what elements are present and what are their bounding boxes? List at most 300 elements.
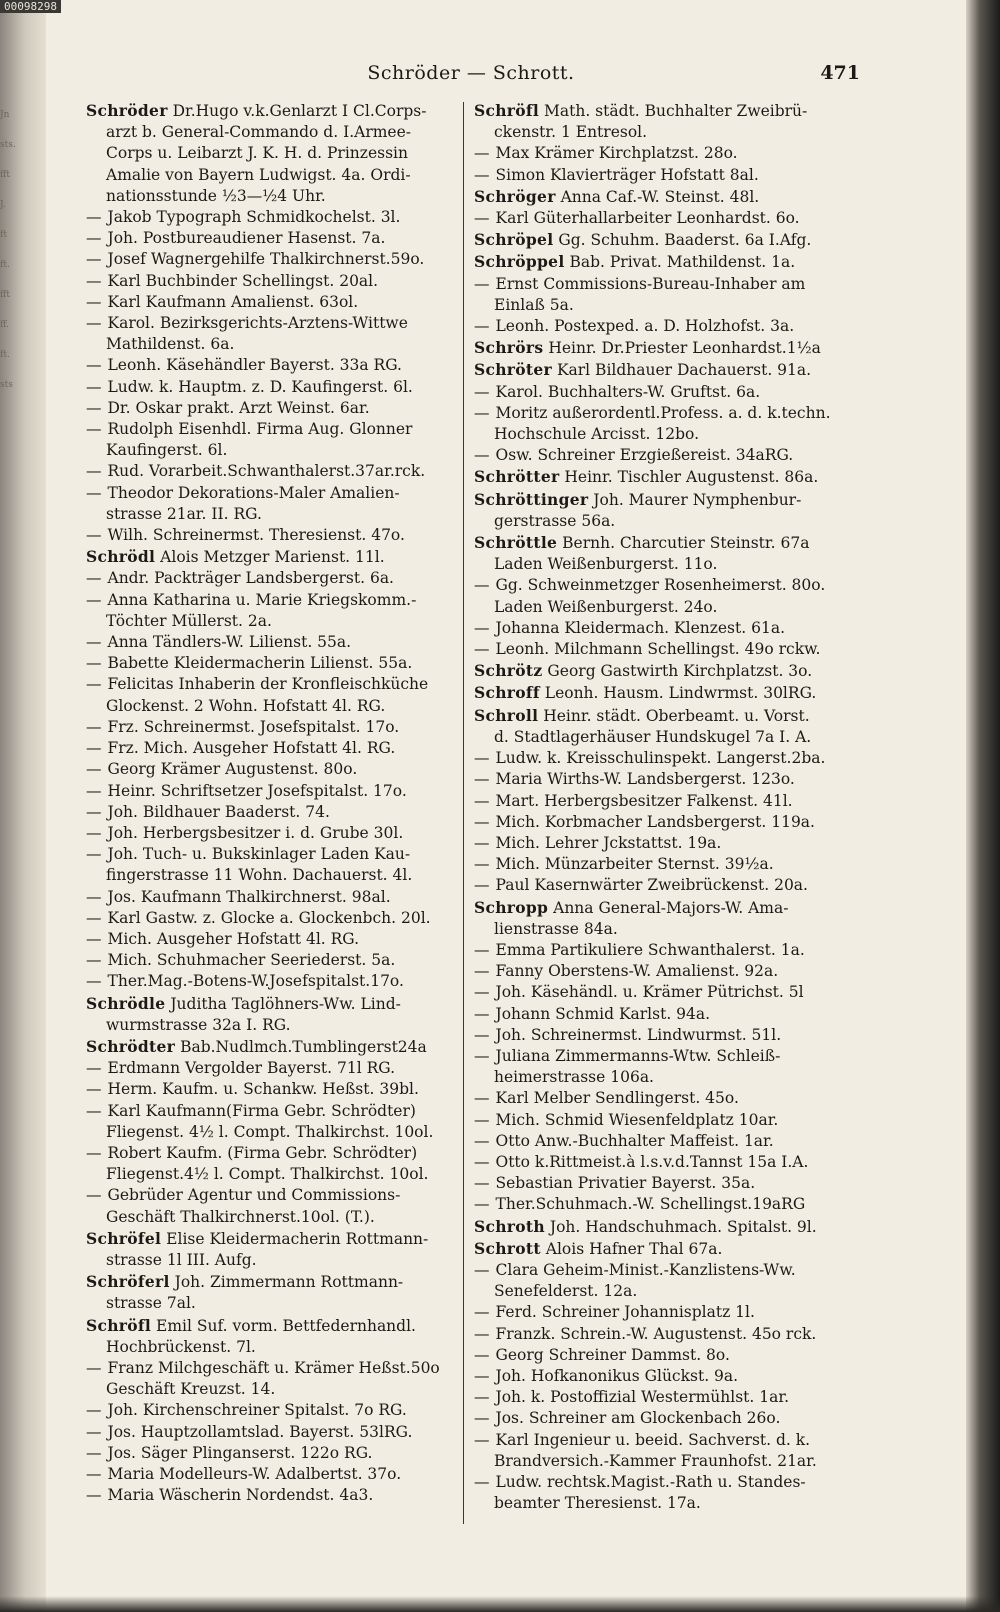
entry-text: Geschäft Kreuzst. 14. xyxy=(106,1380,276,1399)
ditto-dash: — xyxy=(474,1110,490,1129)
directory-entry xyxy=(474,1345,854,1366)
directory-entry xyxy=(474,1472,854,1493)
entry-text: Laden Weißenburgerst. 11o. xyxy=(494,555,718,574)
directory-entry xyxy=(474,337,854,359)
directory-entry xyxy=(474,639,854,660)
entry-text: Geschäft Thalkirchnerst.10ol. (T.). xyxy=(106,1207,375,1226)
directory-entry xyxy=(474,511,854,532)
margin-fragment: fft xyxy=(0,170,11,180)
entry-text: Corps u. Leibarzt J. K. H. d. Prinzessin xyxy=(106,144,408,163)
ditto-dash: — xyxy=(474,1345,490,1364)
directory-entry xyxy=(86,1485,466,1506)
ditto-dash: — xyxy=(86,590,102,609)
entry-text: Jos. Säger Plinganserst. 122o RG. xyxy=(107,1443,373,1462)
surname: Schrott xyxy=(474,1238,541,1258)
entry-text: Mich. Schmid Wiesenfeldplatz 10ar. xyxy=(495,1110,779,1129)
entry-text: Math. städt. Buchhalter Zweibrü- xyxy=(544,102,808,120)
directory-entry xyxy=(86,440,466,461)
margin-fragment: ft. xyxy=(0,350,10,360)
entry-text: Ther.Schuhmach.-W. Schellingst.19aRG xyxy=(495,1195,806,1214)
surname: Schroff xyxy=(474,683,540,703)
ditto-dash: — xyxy=(474,274,490,293)
entry-text: Leonh. Postexped. a. D. Holzhofst. 3a. xyxy=(495,317,795,336)
directory-entry xyxy=(474,489,854,511)
entry-text: Babette Kleidermacherin Lilienst. 55a. xyxy=(107,654,413,673)
directory-entry xyxy=(86,1207,466,1228)
directory-entry xyxy=(474,727,854,748)
ditto-dash: — xyxy=(86,951,102,970)
ditto-dash: — xyxy=(474,1388,490,1407)
entry-text: Anna General-Majors-W. Ama- xyxy=(553,898,789,917)
entry-text: Joh. k. Postoffizial Westermühlst. 1ar. xyxy=(495,1388,789,1407)
directory-entry xyxy=(86,461,466,482)
entry-text: Heinr. städt. Oberbeamt. u. Vorst. xyxy=(543,706,810,725)
ditto-dash: — xyxy=(86,1186,102,1205)
ditto-dash: — xyxy=(86,292,102,311)
directory-entry xyxy=(474,445,854,466)
entry-text: Gebrüder Agentur und Commissions- xyxy=(107,1186,401,1205)
directory-entry xyxy=(86,207,466,228)
surname: Schröger xyxy=(474,186,556,206)
directory-entry xyxy=(474,186,854,208)
entry-text: Hochbrückenst. 7l. xyxy=(106,1337,256,1356)
ditto-dash: — xyxy=(86,1143,102,1162)
directory-entry xyxy=(474,919,854,940)
surname: Schrödle xyxy=(86,993,166,1013)
entry-text: Mart. Herbergsbesitzer Falkenst. 41l. xyxy=(495,791,793,810)
entry-text: Rudolph Eisenhdl. Firma Aug. Glonner xyxy=(107,420,413,439)
entry-text: Anna Katharina u. Marie Kriegskomm.- xyxy=(107,590,417,609)
directory-entry xyxy=(474,295,854,316)
entry-text: Hochschule Arcisst. 12bo. xyxy=(494,425,700,444)
entry-text: Jos. Hauptzollamtslad. Bayerst. 53lRG. xyxy=(107,1422,413,1441)
surname: Schröferl xyxy=(86,1272,170,1292)
directory-entry xyxy=(474,791,854,812)
entry-text: Karol. Bezirksgerichts-Arztens-Wittwe xyxy=(107,314,408,333)
directory-entry xyxy=(474,208,854,229)
entry-text: Frz. Schreinermst. Josefspitalst. 17o. xyxy=(107,717,400,736)
ditto-dash: — xyxy=(86,1101,102,1120)
entry-text: Franz Milchgeschäft u. Krämer Heßst.50o xyxy=(107,1358,440,1377)
directory-entry xyxy=(86,950,466,971)
ditto-dash: — xyxy=(86,781,102,800)
ditto-dash: — xyxy=(86,887,102,906)
directory-entry xyxy=(474,165,854,186)
entry-text: ckenstr. 1 Entresol. xyxy=(494,123,648,142)
surname: Schroll xyxy=(474,705,539,725)
entry-text: Mathildenst. 6a. xyxy=(106,335,235,354)
directory-entry xyxy=(86,143,466,164)
entry-text: Joh. Maurer Nymphenbur- xyxy=(593,490,802,509)
ditto-dash: — xyxy=(86,314,102,333)
ditto-dash: — xyxy=(86,462,102,481)
entry-text: Joh. Postbureaudiener Hasenst. 7a. xyxy=(107,229,386,248)
entry-text: Clara Geheim-Minist.-Kanzlistens-Ww. xyxy=(495,1260,796,1279)
entry-text: Ferd. Schreiner Johannisplatz 1l. xyxy=(495,1303,755,1322)
entry-text: Sebastian Privatier Bayerst. 35a. xyxy=(495,1174,756,1193)
directory-entry xyxy=(474,1324,854,1345)
surname: Schröder xyxy=(86,101,168,120)
entry-text: Joh. Käsehändl. u. Krämer Pütrichst. 5l xyxy=(495,983,804,1002)
entry-text: Ther.Mag.-Botens-W.Josefspitalst.17o. xyxy=(107,972,404,991)
surname: Schröpel xyxy=(474,230,554,250)
directory-entry xyxy=(86,653,466,674)
entry-text: Theodor Dekorations-Maler Amalien- xyxy=(107,483,400,502)
ditto-dash: — xyxy=(474,1025,490,1044)
page-header xyxy=(86,62,860,92)
entry-text: Joh. Kirchenschreiner Spitalst. 7o RG. xyxy=(107,1401,407,1420)
ditto-dash: — xyxy=(86,717,102,736)
entry-text: Fliegenst.4½ l. Compt. Thalkirchst. 10ol. xyxy=(106,1165,429,1184)
directory-entry xyxy=(474,982,854,1003)
directory-entry xyxy=(86,313,466,334)
entry-text: Bab. Privat. Mathildenst. 1a. xyxy=(569,253,796,272)
ditto-dash: — xyxy=(474,165,490,184)
entry-text: Glockenst. 2 Wohn. Hofstatt 4l. RG. xyxy=(106,696,386,715)
margin-fragment: sts xyxy=(0,380,13,390)
ditto-dash: — xyxy=(86,1465,102,1483)
directory-entry xyxy=(86,1315,466,1337)
left-column xyxy=(86,100,466,1506)
entry-text: Bab.Nudlmch.Tumblingerst24a xyxy=(180,1037,427,1056)
entry-text: Maria Modelleurs-W. Adalbertst. 37o. xyxy=(107,1465,402,1483)
directory-entry xyxy=(474,532,854,554)
entry-text: Mich. Schuhmacher Seeriederst. 5a. xyxy=(107,951,396,970)
directory-entry xyxy=(86,1122,466,1143)
entry-text: Einlaß 5a. xyxy=(494,295,574,314)
ditto-dash: — xyxy=(86,229,102,248)
ditto-dash: — xyxy=(86,526,102,545)
directory-entry xyxy=(86,249,466,270)
ditto-dash: — xyxy=(474,403,490,422)
ditto-dash: — xyxy=(86,908,102,927)
ditto-dash: — xyxy=(474,1324,490,1343)
directory-entry xyxy=(474,382,854,403)
entry-text: Joh. Schreinermst. Lindwurmst. 51l. xyxy=(495,1025,782,1044)
entry-text: Heinr. Tischler Augustenst. 86a. xyxy=(564,468,819,487)
entry-text: Mich. Korbmacher Landsbergerst. 119a. xyxy=(495,812,815,831)
ditto-dash: — xyxy=(86,356,102,375)
directory-entry xyxy=(474,316,854,337)
page-number: 471 xyxy=(820,62,860,84)
directory-entry xyxy=(86,334,466,355)
directory-entry xyxy=(86,887,466,908)
scan-bottom-edge xyxy=(0,1596,1000,1612)
directory-entry xyxy=(474,1131,854,1152)
ditto-dash: — xyxy=(86,271,102,290)
directory-entry xyxy=(474,1067,854,1088)
margin-fragment: fft xyxy=(0,290,11,300)
directory-entry xyxy=(86,419,466,440)
column-divider xyxy=(463,102,464,1524)
directory-entry xyxy=(474,229,854,251)
entry-text: Maria Wirths-W. Landsbergerst. 123o. xyxy=(495,770,795,789)
directory-entry xyxy=(86,1422,466,1443)
directory-entry xyxy=(86,568,466,589)
directory-entry xyxy=(86,186,466,207)
entry-text: Paul Kasernwärter Zweibrückenst. 20a. xyxy=(495,876,808,895)
entry-text: Kaufingerst. 6l. xyxy=(106,441,228,460)
entry-text: Brandversich.-Kammer Fraunhofst. 21ar. xyxy=(494,1451,817,1470)
entry-text: Andr. Packträger Landsbergerst. 6a. xyxy=(107,569,394,588)
directory-entry xyxy=(86,1379,466,1400)
entry-text: Elise Kleidermacherin Rottmann- xyxy=(166,1229,429,1248)
directory-entry xyxy=(474,1366,854,1387)
entry-text: Karl Gastw. z. Glocke a. Glockenbch. 20l. xyxy=(107,908,431,927)
entry-text: Karl Ingenieur u. beeid. Sachverst. d. k. xyxy=(495,1430,811,1449)
ditto-dash: — xyxy=(474,1366,490,1385)
ditto-dash: — xyxy=(474,640,490,659)
entry-text: Johann Schmid Karlst. 94a. xyxy=(495,1004,711,1023)
ditto-dash: — xyxy=(474,749,490,768)
directory-entry xyxy=(86,1143,466,1164)
surname: Schröter xyxy=(474,360,552,380)
entry-text: Joh. Bildhauer Baaderst. 74. xyxy=(107,802,330,821)
directory-entry xyxy=(474,274,854,295)
ditto-dash: — xyxy=(474,962,490,981)
entry-text: Bernh. Charcutier Steinstr. 67a xyxy=(562,534,810,553)
entry-text: Robert Kaufm. (Firma Gebr. Schrödter) xyxy=(107,1143,418,1162)
surname: Schröttinger xyxy=(474,489,589,509)
directory-entry xyxy=(474,1260,854,1281)
ditto-dash: — xyxy=(474,940,490,959)
entry-text: Emma Partikuliere Schwanthalerst. 1a. xyxy=(495,940,805,959)
margin-fragment: ft xyxy=(0,230,7,240)
directory-entry xyxy=(474,833,854,854)
entry-text: Dr.Hugo v.k.Genlarzt I Cl.Corps- xyxy=(172,102,427,120)
entry-text: Dr. Oskar prakt. Arzt Weinst. 6ar. xyxy=(107,398,370,417)
directory-entry xyxy=(474,705,854,727)
surname: Schrötter xyxy=(474,467,560,487)
directory-entry xyxy=(86,781,466,802)
surname: Schrödl xyxy=(86,547,156,567)
ditto-dash: — xyxy=(86,1358,102,1377)
directory-entry xyxy=(474,961,854,982)
ditto-dash: — xyxy=(86,972,102,991)
directory-entry xyxy=(474,1387,854,1408)
directory-entry xyxy=(86,1101,466,1122)
margin-fragment: Jn xyxy=(0,110,10,120)
entry-text: Karl Buchbinder Schellingst. 20al. xyxy=(107,271,379,290)
directory-entry xyxy=(86,483,466,504)
entry-text: Emil Suf. vorm. Bettfedernhandl. xyxy=(156,1316,416,1335)
entry-text: Fliegenst. 4½ l. Compt. Thalkirchst. 10ol. xyxy=(106,1122,434,1141)
directory-entry xyxy=(86,355,466,376)
entry-text: Johanna Kleidermach. Klenzest. 61a. xyxy=(495,618,785,637)
entry-text: Mich. Münzarbeiter Sternst. 39½a. xyxy=(495,855,774,874)
directory-entry xyxy=(86,802,466,823)
directory-entry xyxy=(474,940,854,961)
directory-entry xyxy=(86,1228,466,1250)
scan-right-edge xyxy=(966,0,1000,1612)
ditto-dash: — xyxy=(86,823,102,842)
directory-entry xyxy=(86,611,466,632)
directory-entry xyxy=(474,1281,854,1302)
entry-text: d. Stadtlagerhäuser Hundskugel 7a I. A. xyxy=(494,727,812,746)
entry-text: Töchter Müllerst. 2a. xyxy=(106,611,272,630)
entry-text: Jakob Typograph Schmidkochelst. 3l. xyxy=(107,208,401,227)
entry-text: Herm. Kaufm. u. Schankw. Heßst. 39bl. xyxy=(107,1080,419,1099)
entry-text: strasse 1l III. Aufg. xyxy=(106,1250,257,1269)
ditto-dash: — xyxy=(86,1422,102,1441)
entry-text: Karl Melber Sendlingerst. 45o. xyxy=(495,1089,739,1108)
ditto-dash: — xyxy=(86,739,102,758)
directory-entry xyxy=(86,632,466,653)
entry-text: Georg Krämer Augustenst. 80o. xyxy=(107,760,358,779)
directory-entry xyxy=(86,717,466,738)
directory-entry xyxy=(86,165,466,186)
directory-entry xyxy=(86,228,466,249)
directory-entry xyxy=(86,759,466,780)
entry-text: Fanny Oberstens-W. Amalienst. 92a. xyxy=(495,962,779,981)
ditto-dash: — xyxy=(86,250,102,269)
entry-text: strasse 21ar. II. RG. xyxy=(106,504,262,523)
directory-entry xyxy=(86,1036,466,1058)
running-head: Schröder — Schrott. xyxy=(367,62,575,84)
scan-id-label: 00098298 xyxy=(0,0,61,13)
ditto-dash: — xyxy=(86,1443,102,1462)
entry-text: Jos. Schreiner am Glockenbach 26o. xyxy=(495,1409,781,1428)
entry-text: Mich. Lehrer Jckstattst. 19a. xyxy=(495,833,722,852)
ditto-dash: — xyxy=(86,633,102,652)
ditto-dash: — xyxy=(86,654,102,673)
directory-entry xyxy=(86,929,466,950)
margin-fragment: sts. xyxy=(0,140,16,150)
directory-entry xyxy=(86,1293,466,1314)
entry-text: Moritz außerordentl.Profess. a. d. k.techn. xyxy=(495,403,831,422)
entry-text: Otto Anw.-Buchhalter Maffeist. 1ar. xyxy=(495,1131,774,1150)
directory-entry xyxy=(474,1110,854,1131)
ditto-dash: — xyxy=(86,1486,102,1505)
ditto-dash: — xyxy=(474,144,490,163)
directory-entry xyxy=(86,525,466,546)
directory-entry xyxy=(474,1493,854,1514)
directory-entry xyxy=(86,100,466,122)
directory-entry xyxy=(474,1451,854,1472)
margin-fragment: J. xyxy=(0,200,6,210)
entry-text: Georg Gastwirth Kirchplatzst. 3o. xyxy=(547,662,813,681)
directory-entry xyxy=(86,865,466,886)
ditto-dash: — xyxy=(86,377,102,396)
ditto-dash: — xyxy=(86,1401,102,1420)
ditto-dash: — xyxy=(474,770,490,789)
margin-fragments xyxy=(0,100,30,400)
directory-entry xyxy=(474,1238,854,1260)
entry-text: nationsstunde ½3—½4 Uhr. xyxy=(106,186,326,205)
ditto-dash: — xyxy=(474,983,490,1002)
directory-entry xyxy=(86,1079,466,1100)
entry-text: Joh. Hofkanonikus Glückst. 9a. xyxy=(495,1366,739,1385)
entry-text: lienstrasse 84a. xyxy=(494,919,618,938)
ditto-dash: — xyxy=(86,1080,102,1099)
directory-entry xyxy=(86,1443,466,1464)
directory-entry xyxy=(86,1400,466,1421)
surname: Schröfl xyxy=(86,1315,152,1335)
ditto-dash: — xyxy=(86,569,102,588)
entry-text: beamter Theresienst. 17a. xyxy=(494,1494,701,1513)
directory-entry xyxy=(474,100,854,122)
surname: Schröttle xyxy=(474,533,558,553)
directory-entry xyxy=(86,122,466,143)
entry-text: wurmstrasse 32a I. RG. xyxy=(106,1015,291,1034)
directory-entry xyxy=(474,424,854,445)
entry-text: Rud. Vorarbeit.Schwanthalerst.37ar.rck. xyxy=(107,462,426,481)
directory-entry xyxy=(474,618,854,639)
directory-entry xyxy=(474,1430,854,1451)
ditto-dash: — xyxy=(474,382,490,401)
ditto-dash: — xyxy=(474,1260,490,1279)
ditto-dash: — xyxy=(474,1174,490,1193)
ditto-dash: — xyxy=(86,760,102,779)
directory-entry xyxy=(474,1173,854,1194)
ditto-dash: — xyxy=(86,483,102,502)
directory-entry xyxy=(86,1337,466,1358)
directory-entry xyxy=(86,1015,466,1036)
ditto-dash: — xyxy=(474,833,490,852)
directory-entry xyxy=(474,769,854,790)
directory-entry xyxy=(474,1194,854,1215)
surname: Schropp xyxy=(474,897,549,917)
entry-text: Maria Wäscherin Nordendst. 4a3. xyxy=(107,1486,374,1505)
directory-entry xyxy=(86,1058,466,1079)
directory-entry xyxy=(474,1046,854,1067)
directory-entry xyxy=(474,359,854,381)
ditto-dash: — xyxy=(86,208,102,227)
directory-entry xyxy=(86,292,466,313)
directory-entry xyxy=(474,403,854,424)
directory-entry xyxy=(474,466,854,488)
entry-text: Karl Kaufmann(Firma Gebr. Schrödter) xyxy=(107,1101,416,1120)
entry-text: Joh. Zimmermann Rottmann- xyxy=(174,1273,404,1292)
directory-entry xyxy=(86,377,466,398)
entry-text: fingerstrasse 11 Wohn. Dachauerst. 4l. xyxy=(106,866,413,885)
ditto-dash: — xyxy=(86,802,102,821)
directory-entry xyxy=(474,251,854,273)
entry-text: Karl Güterhallarbeiter Leonhardst. 6o. xyxy=(495,209,800,228)
directory-entry xyxy=(474,854,854,875)
entry-text: Heinr. Schriftsetzer Josefspitalst. 17o. xyxy=(107,781,407,800)
entry-text: Erdmann Vergolder Bayerst. 71l RG. xyxy=(107,1059,396,1078)
ditto-dash: — xyxy=(474,618,490,637)
entry-text: Karl Bildhauer Dachauerst. 91a. xyxy=(556,361,812,380)
ditto-dash: — xyxy=(474,1004,490,1023)
directory-entry xyxy=(86,1358,466,1379)
directory-entry xyxy=(474,812,854,833)
ditto-dash: — xyxy=(474,1409,490,1428)
directory-entry xyxy=(474,875,854,896)
entry-text: Ludw. rechtsk.Magist.-Rath u. Standes- xyxy=(495,1473,806,1491)
directory-entry xyxy=(474,575,854,596)
directory-entry xyxy=(474,1088,854,1109)
directory-entry xyxy=(86,504,466,525)
entry-text: Anna Tändlers-W. Lilienst. 55a. xyxy=(107,633,352,652)
entry-text: Karl Kaufmann Amalienst. 63ol. xyxy=(107,292,359,311)
directory-entry xyxy=(474,748,854,769)
surname: Schrötz xyxy=(474,661,543,681)
ditto-dash: — xyxy=(86,675,102,694)
surname: Schröfl xyxy=(474,101,540,120)
directory-entry xyxy=(474,597,854,618)
entry-text: Mich. Ausgeher Hofstatt 4l. RG. xyxy=(107,929,360,948)
directory-entry xyxy=(86,1464,466,1485)
ditto-dash: — xyxy=(86,420,102,439)
directory-entry xyxy=(474,122,854,143)
entry-text: Otto k.Rittmeist.à l.s.v.d.Tannst 15a I.A. xyxy=(495,1152,809,1171)
directory-entry xyxy=(86,1164,466,1185)
entry-text: Jos. Kaufmann Thalkirchnerst. 98al. xyxy=(107,887,391,906)
directory-entry xyxy=(86,696,466,717)
ditto-dash: — xyxy=(474,876,490,895)
